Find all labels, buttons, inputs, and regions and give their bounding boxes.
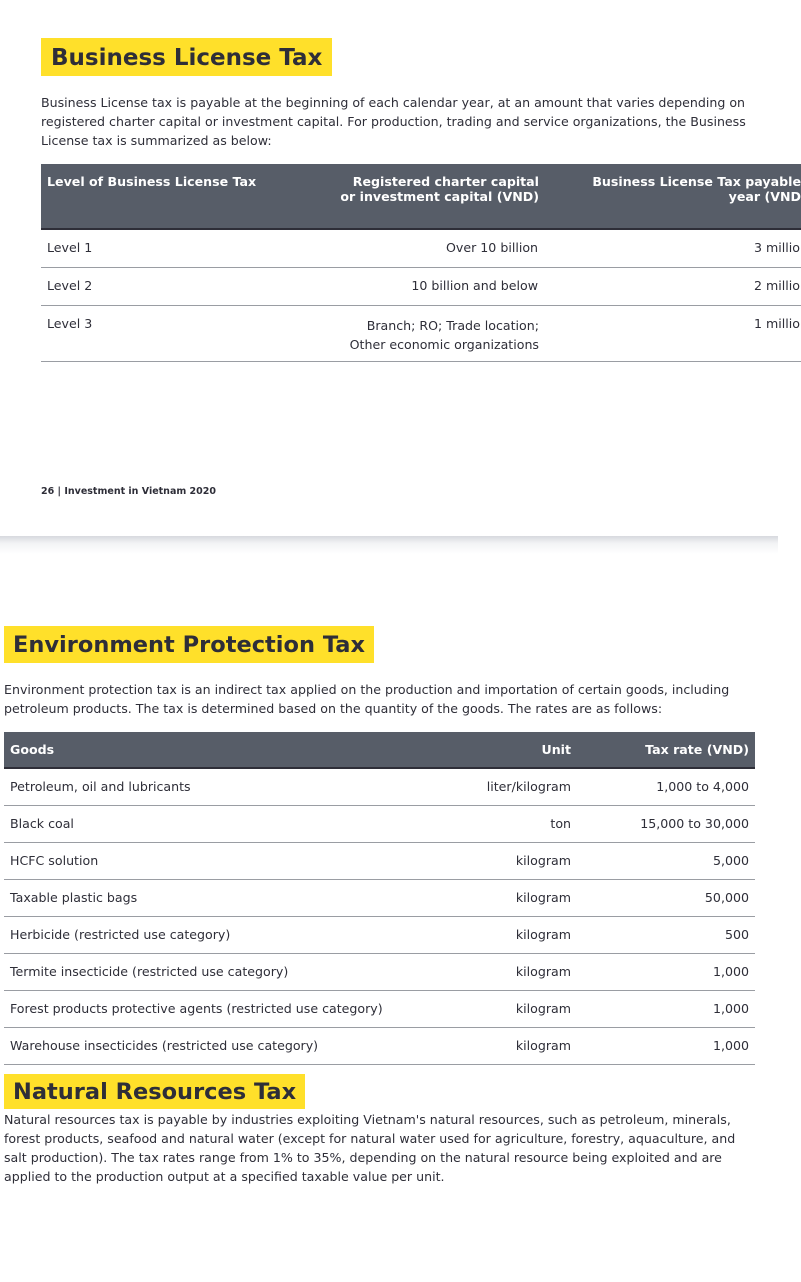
cell-unit: kilogram: [454, 991, 572, 1028]
cell-unit: kilogram: [454, 917, 572, 954]
cell-goods: Petroleum, oil and lubricants: [4, 768, 454, 806]
cell-tax-rate: 1,000 to 4,000: [572, 768, 755, 806]
environment-tax-table: [4, 732, 755, 1065]
table-row: [4, 768, 755, 806]
cell-tax-rate: 5,000: [572, 843, 755, 880]
col-unit-header: Unit: [454, 732, 572, 768]
cell-unit: kilogram: [454, 880, 572, 917]
footer-separator: |: [57, 486, 62, 497]
cell-unit: ton: [454, 806, 572, 843]
cell-tax: 2 millio: [539, 268, 801, 306]
table-row: [4, 991, 755, 1028]
cell-tax-rate: 50,000: [572, 880, 755, 917]
natural-resources-intro: Natural resources tax is payable by industries exploiting Vietnam's natural resources, such as petroleum, minerals, forest products, seafood and natural water (except for natural water used for agriculture, forestry, aquaculture, and salt production). The tax rates range from 1% to 35%, depending on the natural resource being exploited and are applied to the production output at a specified taxable value per unit.: [4, 1112, 736, 1184]
page-separator: [0, 536, 778, 554]
cell-tax: 1 millio: [539, 306, 801, 362]
footer-title: Investment in Vietnam 2020: [64, 486, 217, 497]
cell-goods: Forest products protective agents (restricted use category): [4, 991, 454, 1028]
cell-goods: Warehouse insecticides (restricted use category): [4, 1028, 454, 1065]
table-row: [4, 843, 755, 880]
page-business-license: [0, 0, 801, 536]
cell-tax-rate: 15,000 to 30,000: [572, 806, 755, 843]
col-capital-header: Registered charter capital or investment capital (VND): [279, 164, 539, 229]
cell-level: Level 1: [41, 229, 279, 268]
page-footer: [41, 486, 216, 497]
table-row: [4, 917, 755, 954]
cell-capital: Over 10 billion: [279, 229, 539, 268]
cell-unit: kilogram: [454, 1028, 572, 1065]
cell-unit: kilogram: [454, 954, 572, 991]
cell-tax-rate: 1,000: [572, 1028, 755, 1065]
table-row: [4, 954, 755, 991]
cell-tax-rate: 1,000: [572, 954, 755, 991]
cell-tax: 3 millio: [539, 229, 801, 268]
page-taxes: [0, 554, 778, 1282]
cell-capital: Branch; RO; Trade location; Other economic organizations: [279, 306, 539, 362]
natural-resources-heading: Natural Resources Tax: [4, 1074, 305, 1109]
col-tax-header: Business License Tax payable year (VND: [539, 164, 801, 229]
table-header-row: [41, 164, 801, 229]
cell-goods: HCFC solution: [4, 843, 454, 880]
business-license-intro: Business License tax is payable at the beginning of each calendar year, at an amount that varies depending on registered charter capital or investment capital. For production, trading and service organizations, the Business License tax is summarized as below:: [41, 95, 746, 148]
cell-level: Level 2: [41, 268, 279, 306]
table-row: [41, 306, 801, 362]
cell-goods: Black coal: [4, 806, 454, 843]
col-level-header: Level of Business License Tax: [41, 164, 279, 229]
cell-goods: Herbicide (restricted use category): [4, 917, 454, 954]
col-rate-header: Tax rate (VND): [572, 732, 755, 768]
cell-goods: Taxable plastic bags: [4, 880, 454, 917]
business-license-heading: Business License Tax: [41, 38, 332, 76]
table-row: [41, 268, 801, 306]
col-goods-header: Goods: [4, 732, 454, 768]
cell-tax-rate: 1,000: [572, 991, 755, 1028]
page-number: 26: [41, 486, 55, 497]
table-header-row: [4, 732, 755, 768]
cell-tax-rate: 500: [572, 917, 755, 954]
cell-capital: 10 billion and below: [279, 268, 539, 306]
environment-heading: Environment Protection Tax: [4, 626, 374, 663]
table-row: [4, 806, 755, 843]
table-row: [41, 229, 801, 268]
cell-goods: Termite insecticide (restricted use category): [4, 954, 454, 991]
environment-intro: Environment protection tax is an indirect tax applied on the production and importation of certain goods, including petroleum products. The tax is determined based on the quantity of the goods. The rates are as follows:: [4, 682, 730, 716]
cell-level: Level 3: [41, 306, 279, 362]
cell-unit: kilogram: [454, 843, 572, 880]
table-row: [4, 1028, 755, 1065]
cell-unit: liter/kilogram: [454, 768, 572, 806]
table-row: [4, 880, 755, 917]
business-license-table: [41, 164, 801, 362]
